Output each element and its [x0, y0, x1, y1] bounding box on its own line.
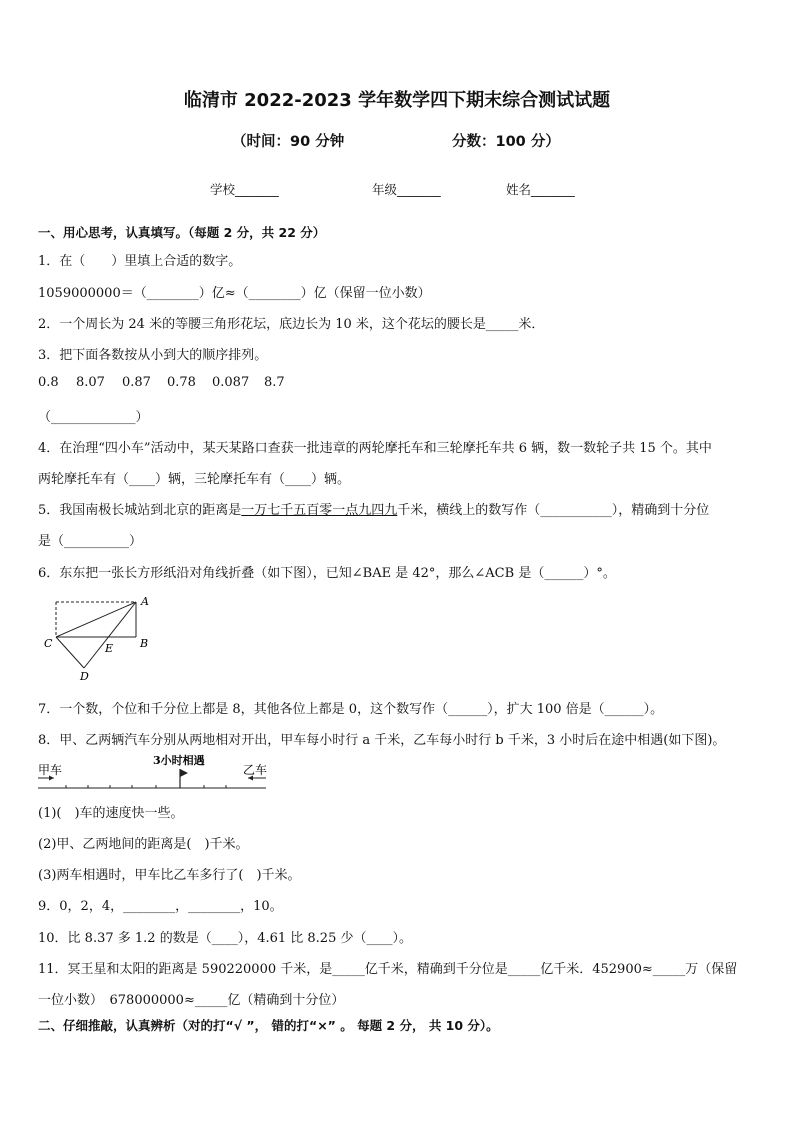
q5-line2: 是（__________）	[38, 534, 143, 549]
label-a: A	[141, 595, 149, 608]
exam-score: 分数：100 分）	[452, 134, 560, 150]
car-b-label: 乙车	[243, 763, 268, 777]
label-d: D	[80, 670, 89, 682]
q5-underlined: 一万七千五百零一点九四九	[241, 503, 398, 518]
q6-text: 6．东东把一张长方形纸沿对角线折叠（如下图），已知∠BAE 是 42°，那么∠ACB 是（______）°。	[38, 566, 616, 581]
fold-diagram	[40, 592, 160, 682]
label-c: C	[44, 637, 53, 650]
q8-sub2: (2)甲、乙两地间的距离是( )千米。	[38, 837, 249, 852]
section1-heading: 一、用心思考，认真填写。（每题 2 分，共 22 分）	[38, 225, 326, 240]
section2-heading: 二、仔细推敲，认真辨析（对的打“√ ”， 错的打“×” 。 每题 2 分， 共 10 分）。	[38, 1018, 499, 1033]
q5-pre: 5．我国南极长城站到北京的距离是	[38, 503, 242, 518]
q3-answer: （_____________）	[38, 410, 149, 425]
q1-line: 1059000000＝（________）亿≈（________）亿（保留一位小数）	[38, 286, 431, 301]
q2-text: 2．一个周长为 24 米的等腰三角形花坛，底边长为 10 米，这个花坛的腰长是_____米．	[38, 317, 545, 332]
q3-number: 8.7	[264, 375, 285, 390]
school-field: 学校_______	[210, 182, 279, 197]
q5-post: 千米，横线上的数写作（___________），精确到十分位	[397, 503, 710, 518]
q3-number: 0.087	[212, 375, 250, 390]
q11-line1: 11．冥王星和太阳的距离是 590220000 千米，是_____亿千米，精确到千分位是_____亿千米．452900≈_____万（保留	[38, 962, 738, 977]
car-a-label: 甲车	[38, 763, 63, 777]
q3-number: 8.07	[76, 375, 105, 390]
q3-number: 0.87	[122, 375, 151, 390]
q3-number: 0.78	[167, 375, 196, 390]
q3-number: 0.8	[38, 375, 59, 390]
page-title: 临清市 2022-2023 学年数学四下期末综合测试试题	[183, 90, 611, 111]
q8-text: 8．甲、乙两辆汽车分别从两地相对开出，甲车每小时行 a 千米，乙车每小时行 b 千米，3 小时后在途中相遇(如下图)。	[38, 733, 726, 748]
q4-line1: 4．在治理“四小车”活动中，某天某路口查获一批违章的两轮摩托车和三轮摩托车共 6 辆，数一数轮子共 15 个。其中	[38, 441, 712, 456]
q4-line2: 两轮摩托车有（____）辆，三轮摩托车有（____）辆。	[38, 472, 351, 487]
q8-sub3: (3)两车相遇时，甲车比乙车多行了( )千米。	[38, 868, 301, 883]
meet-label: 3小时相遇	[153, 754, 205, 767]
label-b: B	[140, 637, 149, 650]
q10-text: 10．比 8.37 多 1.2 的数是（____），4.61 比 8.25 少（____）。	[38, 931, 412, 946]
q8-sub1: (1)( )车的速度快一些。	[38, 806, 184, 821]
name-field: 姓名_______	[506, 182, 575, 197]
meeting-diagram	[36, 752, 276, 794]
q3-text: 3．把下面各数按从小到大的顺序排列。	[38, 348, 268, 363]
q11-line2: 一位小数） 678000000≈_____亿（精确到十分位）	[38, 993, 345, 1008]
exam-time: （时间：90 分钟	[232, 134, 345, 150]
q1-text: 1．在（ ）里填上合适的数字。	[38, 254, 242, 269]
q7-text: 7．一个数，个位和千分位上都是 8，其他各位上都是 0，这个数写作（______），扩大 100 倍是（______）。	[38, 702, 664, 717]
q5-line1	[38, 499, 709, 518]
label-e: E	[105, 642, 114, 655]
grade-field: 年级_______	[372, 182, 441, 197]
q9-text: 9．0，2，4，________，________，10。	[38, 899, 283, 914]
